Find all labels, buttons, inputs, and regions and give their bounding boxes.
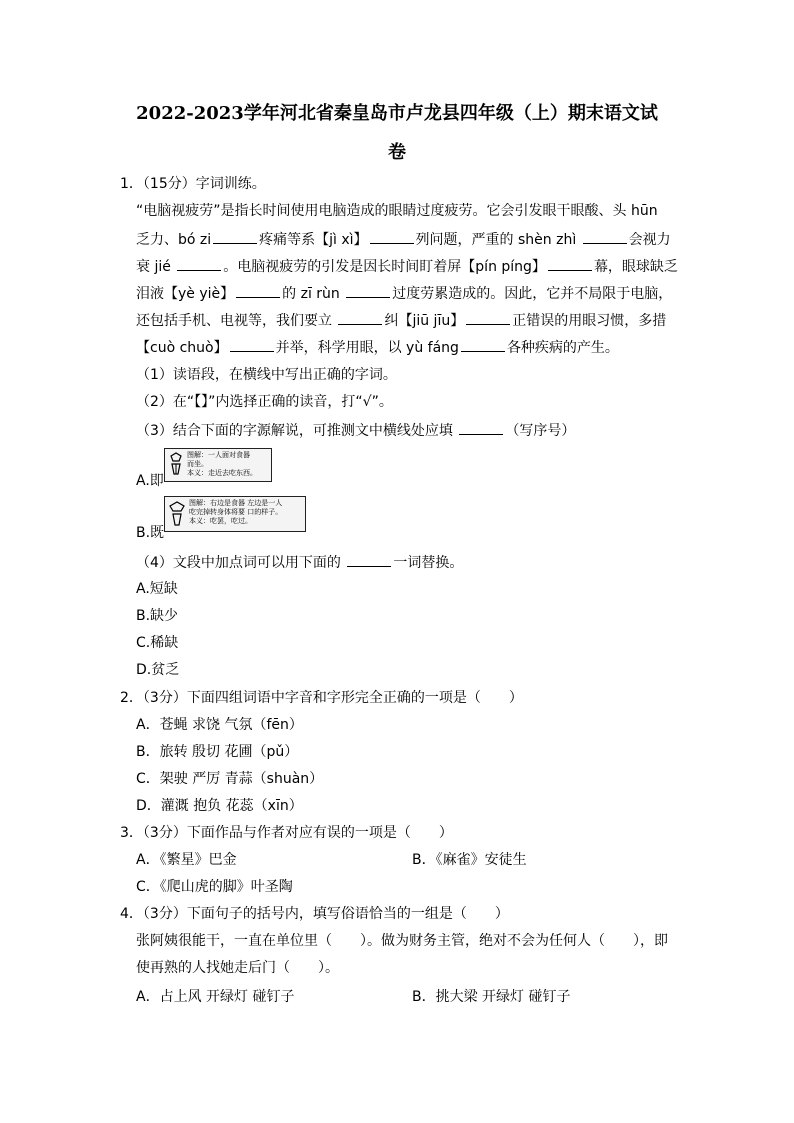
answer-blank[interactable]: [346, 283, 390, 298]
q4-sentence-line1: 张阿姨很能干，一直在单位里（ ）。做为财务主管，绝对不会为任何人（ ），即: [136, 933, 668, 949]
answer-blank[interactable]: [370, 229, 414, 244]
answer-blank[interactable]: [213, 229, 257, 244]
answer-blank[interactable]: [177, 256, 221, 271]
exam-title-line2: 卷: [388, 142, 406, 163]
q2-option-c[interactable]: C．架驶 严厉 青蒜（shuàn）: [136, 771, 324, 787]
q1-sub3: （3）结合下面的字源解说，可推测文中横线处应填 （写序号）: [136, 420, 575, 440]
q1-sub4-option-d[interactable]: D.贫乏: [136, 662, 180, 678]
exam-title-line1: 2022-2023学年河北省秦皇岛市卢龙县四年级（上）期末语文试: [136, 103, 658, 124]
q1-sub4: （4）文段中加点词可以用下面的 一词替换。: [136, 552, 463, 572]
q3-option-c[interactable]: C．《爬山虎的脚》叶圣陶: [136, 879, 293, 895]
q1-sub1: （1）读语段，在横线中写出正确的字词。: [136, 367, 397, 383]
answer-blank[interactable]: [347, 552, 391, 567]
q2-option-d[interactable]: D．灌溉 抱负 花蕊（xīn）: [136, 798, 303, 814]
q1-sub2: （2）在“【】”内选择正确的读音，打“√”。: [136, 394, 393, 410]
q1-sub4-option-b[interactable]: B.缺少: [136, 608, 179, 624]
etymology-figure-a: [164, 448, 272, 482]
figure-a-text: 图解：一人面对食器 而坐。 本义：走近去吃东西。: [187, 451, 257, 477]
q1-passage-line6: 【cuò chuò】 并举，科学用眼，以 yù fáng 各种疾病的产生。: [136, 337, 619, 357]
q1-option-b-label[interactable]: B.既: [136, 525, 165, 541]
q1-passage-line5: 还包括手机、电视等，我们要立 纠【jiū jīu】 正错误的用眼习惯，多措: [136, 310, 666, 330]
q4-heading: 4．（3分）下面句子的括号内，填写俗语恰当的一组是（ ）: [120, 906, 509, 922]
q1-option-a-label[interactable]: A.即: [136, 473, 164, 489]
figure-b-text: 图解：右边是食器 左边是一人 吃完掉转身体将要 口的样子。 本义：吃罢，吃过。: [189, 499, 283, 525]
ancient-character-icon: [168, 500, 186, 528]
q1-sub4-option-a[interactable]: A.短缺: [136, 581, 178, 597]
q4-option-b[interactable]: B．挑大梁 开绿灯 碰钉子: [412, 989, 571, 1005]
q2-option-b[interactable]: B．旅转 殷切 花圃（pǔ）: [136, 744, 299, 760]
q1-passage-line1: “电脑视疲劳”是指长时间使用电脑造成的眼睛过度疲劳。它会引发眼干眼酸、头 hūn: [136, 203, 658, 219]
answer-blank[interactable]: [459, 420, 503, 435]
q1-passage-line3: 衰 jié 。电脑视疲劳的引发是因长时间盯着屏【pín píng】 幕，眼球缺乏: [136, 256, 678, 276]
q4-option-a[interactable]: A．占上风 开绿灯 碰钉子: [136, 989, 295, 1005]
answer-blank[interactable]: [583, 229, 627, 244]
answer-blank[interactable]: [236, 283, 280, 298]
ancient-character-icon: [168, 452, 184, 478]
answer-blank[interactable]: [461, 337, 505, 352]
etymology-figure-b: [164, 496, 306, 532]
q2-heading: 2．（3分）下面四组词语中字音和字形完全正确的一项是（ ）: [120, 690, 523, 706]
q1-passage-line4: 泪液【yè yiè】 的 zī rùn 过度劳累造成的。因此，它并不局限于电脑，: [136, 283, 672, 303]
q3-option-a[interactable]: A．《繁星》巴金: [136, 852, 237, 868]
q3-heading: 3．（3分）下面作品与作者对应有误的一项是（ ）: [120, 825, 453, 841]
answer-blank[interactable]: [338, 310, 382, 325]
q2-option-a[interactable]: A．苍蝇 求饶 气氛（fēn）: [136, 717, 303, 733]
q3-option-b[interactable]: B．《麻雀》安徒生: [412, 852, 527, 868]
answer-blank[interactable]: [466, 310, 510, 325]
q1-heading: 1．（15分）字词训练。: [120, 176, 266, 192]
q1-sub4-option-c[interactable]: C.稀缺: [136, 635, 179, 651]
answer-blank[interactable]: [548, 256, 592, 271]
answer-blank[interactable]: [230, 337, 274, 352]
q4-sentence-line2: 使再熟的人找她走后门（ ）。: [136, 960, 339, 976]
q1-passage-line2: 乏力、bó zi 疼痛等系【jì xì】 列问题，严重的 shèn zhì 会视力: [136, 229, 671, 249]
